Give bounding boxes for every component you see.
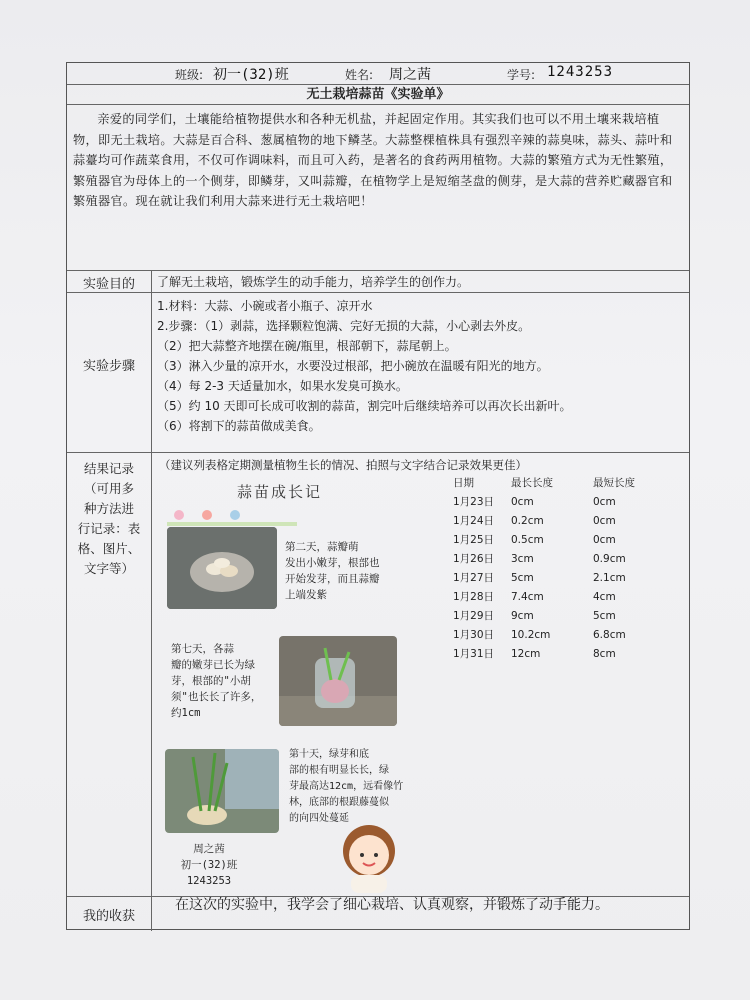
table-row [453, 549, 663, 568]
shortest-cell: 0cm [593, 495, 616, 508]
id-label: 学号: [507, 68, 536, 82]
gain-row [67, 897, 689, 931]
day7-note-line: 须"也长长了许多， [171, 691, 262, 703]
step-item: 2.步骤：（1）剥蒜，选择颗粒饱满、完好无损的大蒜，小心剥去外皮。 [157, 319, 531, 333]
shortest-cell: 4cm [593, 590, 616, 603]
result-label-line: 结果记录 [83, 461, 134, 476]
day7-note-line: 瓣的嫩芽已长为绿 [171, 659, 255, 671]
name-label: 姓名: [345, 68, 374, 82]
column-divider [151, 293, 152, 453]
date-cell: 1月25日 [453, 534, 495, 546]
result-row [67, 453, 689, 897]
column-header-shortest: 最短长度 [593, 477, 635, 489]
steps-list [157, 296, 572, 436]
shortest-cell: 5cm [593, 609, 616, 622]
gain-text: 在这次的实验中，我学会了细心栽培、认真观察，并锻炼了动手能力。 [175, 897, 609, 913]
intro-text: 亲爱的同学们，土壤能给植物提供水和各种无机盐，并起固定作用。其实我们也可以不用土壤来栽培植物，即无土栽培。大蒜是百合科、葱属植物的地下鳞茎。大蒜整棵植株具有强烈辛辣的蒜臭味，蒜头、蒜叶和蒜薹均可作蔬菜食用，不仅可作调味料，而且可入药，是著名的食药两用植物。大蒜的繁殖方式为无性繁殖，繁殖器官为母体上的一个侧芽，即鳞芽，又叫蒜瓣，在植物学上是短缩茎盘的侧芽，是大蒜的营养贮藏器官和繁殖器官。现在就让我们利用大蒜来进行无土栽培吧！ [73, 112, 673, 208]
day7-note [171, 641, 261, 721]
experiment-sheet [66, 62, 690, 930]
shortest-cell: 8cm [593, 647, 616, 660]
day2-note-line: 上端发紫 [285, 589, 327, 601]
result-label-line: （可用多 [83, 481, 134, 496]
result-label-line: 种方法进 [83, 501, 134, 516]
shortest-cell: 6.8cm [593, 628, 626, 641]
gain-label: 我的收获 [82, 909, 135, 924]
shortest-cell: 2.1cm [593, 571, 626, 584]
shortest-cell: 0cm [593, 514, 616, 527]
step-item: （4）每 2-3 天适量加水，如果水发臭可换水。 [157, 379, 408, 393]
date-cell: 1月23日 [453, 496, 495, 508]
date-cell: 1月24日 [453, 515, 495, 527]
signature-class: 初一(32)班 [180, 859, 238, 871]
garlic-sprouts-image [165, 749, 279, 833]
longest-cell: 10.2cm [511, 628, 551, 641]
result-label-line: 行记录：表 [77, 521, 141, 536]
signature-id: 1243253 [186, 875, 232, 887]
garlic-glass-image [279, 636, 397, 726]
step-item: （5）约 10 天即可长成可收割的蒜苗，割完叶后继续培养可以再次长出新叶。 [157, 399, 572, 413]
day10-note-line: 林，底部的根跟藤蔓似 [289, 797, 389, 808]
table-row [453, 530, 663, 549]
garlic-bowl-image [167, 527, 277, 609]
result-label-line: 文字等） [83, 561, 134, 576]
shortest-cell: 0.9cm [593, 552, 626, 565]
day2-photo [167, 527, 277, 609]
class-label: 班级: [175, 68, 204, 82]
longest-cell: 0.5cm [511, 533, 544, 546]
table-row [453, 644, 663, 663]
longest-cell: 5cm [511, 571, 534, 584]
result-hint: （建议列表格定期测量植物生长的情况、拍照与文字结合记录效果更佳） [159, 458, 527, 472]
longest-cell: 0cm [511, 495, 534, 508]
table-row [453, 568, 663, 587]
column-header-date: 日期 [453, 477, 474, 489]
table-row [453, 625, 663, 644]
step-item: 1.材料：大蒜、小碗或者小瓶子、凉开水 [157, 299, 373, 313]
date-cell: 1月30日 [453, 629, 495, 641]
longest-cell: 9cm [511, 609, 534, 622]
date-cell: 1月29日 [453, 610, 495, 622]
day7-note-line: 第七天，各蒜 [171, 643, 234, 655]
step-item: （2）把大蒜整齐地摆在碗/瓶里，根部朝下，蒜尾朝上。 [157, 339, 457, 353]
date-cell: 1月28日 [453, 591, 495, 603]
aim-text: 了解无土栽培，锻炼学生的动手能力，培养学生的创作力。 [157, 275, 470, 289]
result-label [67, 459, 151, 579]
column-divider [151, 453, 152, 897]
table-row [453, 587, 663, 606]
column-header-longest: 最长长度 [511, 477, 553, 489]
day10-photo [165, 749, 279, 833]
class-value: 初一(32)班 [213, 67, 289, 83]
day10-note-line: 部的根有明显长长，绿 [289, 765, 389, 776]
day7-note-line: 芽，根部的"小胡 [171, 675, 251, 687]
signature [179, 841, 239, 889]
day2-note-line: 发出小嫩芽，根部也 [285, 557, 380, 569]
longest-cell: 12cm [511, 647, 541, 660]
date-cell: 1月26日 [453, 553, 495, 565]
step-item: （6）将割下的蒜苗做成美食。 [157, 419, 321, 433]
card-title: 蒜苗成长记 [237, 483, 323, 501]
intro-section [67, 105, 689, 271]
date-cell: 1月27日 [453, 572, 495, 584]
longest-cell: 0.2cm [511, 514, 544, 527]
steps-label: 实验步骤 [82, 359, 135, 374]
day7-photo [279, 636, 397, 726]
result-label-line: 格、图片、 [77, 541, 141, 556]
flower-decoration [167, 505, 297, 527]
aim-label: 实验目的 [82, 277, 135, 292]
step-item: （3）淋入少量的凉开水，水要没过根部，把小碗放在温暖有阳光的地方。 [157, 359, 549, 373]
day10-note-line: 芽最高达12cm，远看像竹 [289, 781, 404, 792]
aim-row [67, 271, 689, 293]
day10-note-line: 第十天，绿芽和底 [289, 749, 369, 760]
name-value: 周之茜 [389, 67, 431, 83]
table-row [453, 511, 663, 530]
day2-note-line: 第二天，蒜瓣萌 [285, 541, 359, 553]
shortest-cell: 0cm [593, 533, 616, 546]
column-divider [151, 271, 152, 293]
table-header-row [453, 473, 663, 492]
cartoon-girl-illustration [329, 815, 409, 893]
longest-cell: 3cm [511, 552, 534, 565]
signature-name: 周之茜 [193, 843, 225, 855]
id-value: 1243253 [547, 64, 614, 80]
table-row [453, 492, 663, 511]
day10-note-line: 的向四处蔓延 [289, 813, 349, 824]
date-cell: 1月31日 [453, 648, 495, 660]
growth-table [453, 473, 663, 663]
student-info-row [67, 63, 689, 85]
day2-note-line: 开始发芽，而且蒜瓣 [285, 573, 380, 585]
steps-row [67, 293, 689, 453]
column-divider [151, 897, 152, 931]
day7-note-line: 约1cm [171, 707, 201, 719]
day2-note [285, 539, 380, 603]
table-row [453, 606, 663, 625]
page-title: 无土栽培蒜苗《实验单》 [67, 85, 689, 105]
longest-cell: 7.4cm [511, 590, 544, 603]
